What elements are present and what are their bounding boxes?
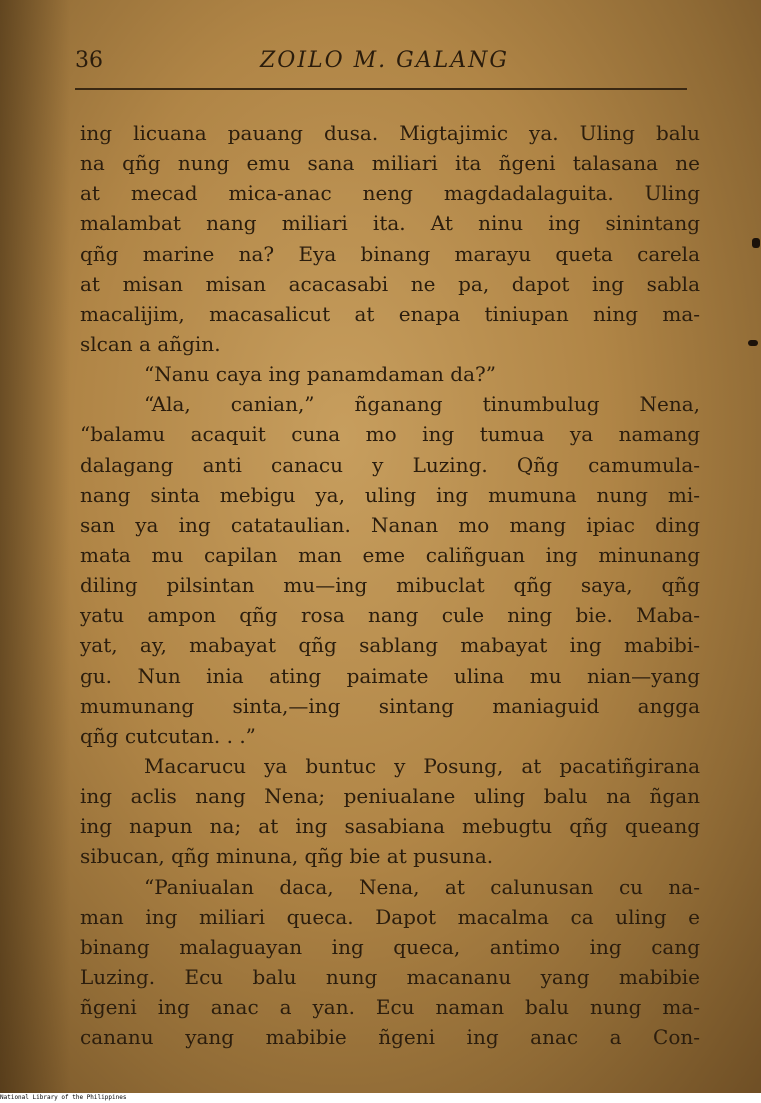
text-line: Macarucu ya buntuc y Posung, at pacatiñgirana <box>144 753 700 778</box>
text-line: ing licuana pauang dusa. Migtajimic ya. Uling balu <box>80 121 700 145</box>
body-text <box>80 118 700 1052</box>
text-line: at mecad mica-anac neng magdadalaguita. Uling <box>80 181 700 206</box>
running-head: ZOILO M. GALANG <box>260 48 509 73</box>
text-line: sibucan, qñg minuna, qñg bie at pusuna. <box>80 844 494 869</box>
page-number: 36 <box>75 48 103 73</box>
margin-ink-mark <box>748 340 758 346</box>
text-line: at misan misan acacasabi ne pa, dapot ing sabla <box>80 271 700 296</box>
text-line: ñgeni ing anac a yan. Ecu naman balu nung ma- <box>80 995 700 1020</box>
text-line: gu. Nun inia ating paimate ulina mu nian—yang <box>80 663 700 688</box>
text-line: dalagang anti canacu y Luzing. Qñg camumula- <box>80 452 700 477</box>
text-line: “Paniualan daca, Nena, at calunusan cu na- <box>144 874 700 899</box>
text-line: macalijim, macasalicut at enapa tiniupan ning ma- <box>80 301 700 326</box>
library-credit: National Library of the Philippines <box>0 1094 127 1101</box>
text-line: slcan a añgin. <box>80 331 221 356</box>
text-line: san ya ing catataulian. Nanan mo mang ipiac ding <box>80 512 700 537</box>
text-line: qñg marine na? Eya binang marayu queta carela <box>80 241 700 266</box>
text-line: na qñg nung emu sana miliari ita ñgeni talasana ne <box>80 151 700 176</box>
margin-ink-mark <box>752 238 760 248</box>
text-line: diling pilsintan mu—ing mibuclat qñg saya, qñg <box>80 573 700 598</box>
text-line: cananu yang mabibie ñgeni ing anac a Con- <box>80 1025 700 1050</box>
text-line: “balamu acaquit cuna mo ing tumua ya namang <box>80 422 700 447</box>
text-line: yat, ay, mabayat qñg sablang mabayat ing mabibi- <box>80 633 700 658</box>
text-line: “Ala, canian,” ñganang tinumbulug Nena, <box>144 392 700 417</box>
text-line: mumunang sinta,—ing sintang maniaguid angga <box>80 693 700 718</box>
text-line: Luzing. Ecu balu nung macananu yang mabibie <box>80 964 700 989</box>
page-header <box>75 48 685 82</box>
text-line: ing napun na; at ing sasabiana mebugtu qñg queang <box>80 814 700 839</box>
text-line: qñg cutcutan. . .” <box>80 723 256 748</box>
text-line: binang malaguayan ing queca, antimo ing cang <box>80 934 700 959</box>
page-edge-shadow <box>0 0 70 1093</box>
text-line: nang sinta mebigu ya, uling ing mumuna nung mi- <box>80 482 700 507</box>
text-line: malambat nang miliari ita. At ninu ing sinintang <box>80 211 700 236</box>
header-rule <box>75 88 687 90</box>
text-line: yatu ampon qñg rosa nang cule ning bie. Maba- <box>80 603 700 628</box>
text-line: “Nanu caya ing panamdaman da?” <box>144 362 496 387</box>
text-line: man ing miliari queca. Dapot macalma ca uling e <box>80 904 700 929</box>
text-line: ing aclis nang Nena; peniualane uling balu na ñgan <box>80 784 700 809</box>
text-line: mata mu capilan man eme caliñguan ing minunang <box>80 542 700 567</box>
